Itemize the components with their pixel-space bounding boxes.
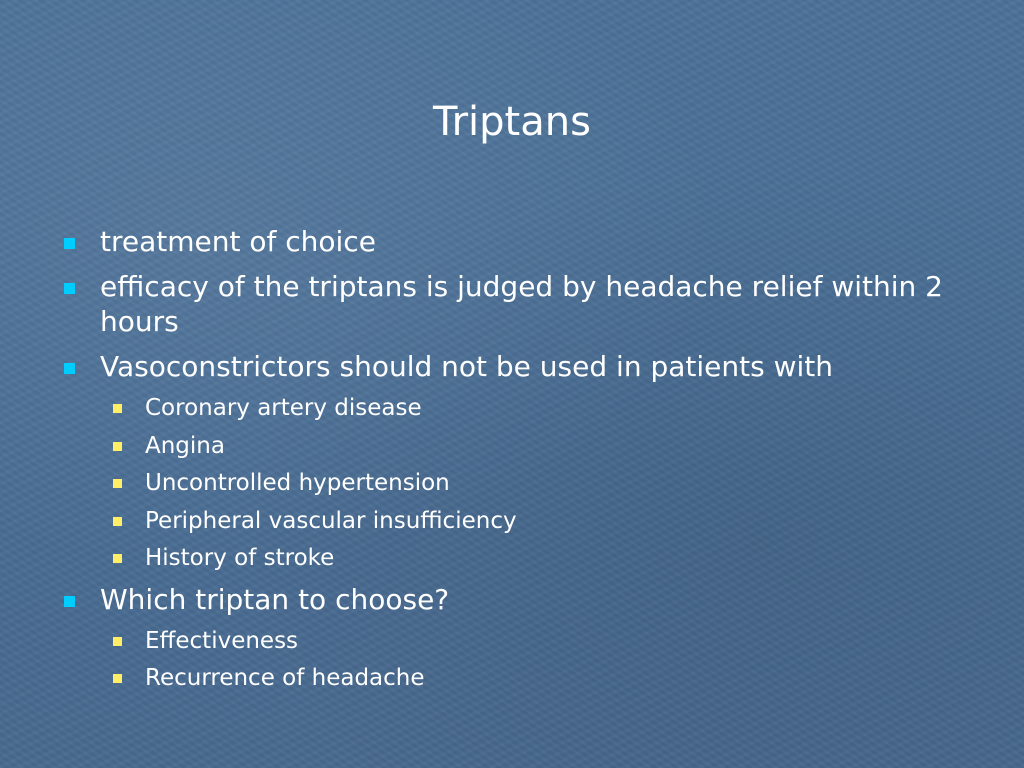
sub-bullet-item	[60, 432, 960, 460]
square-bullet-icon	[113, 674, 122, 683]
square-bullet-icon	[113, 404, 122, 413]
square-bullet-icon	[113, 554, 122, 563]
bullet-item	[60, 349, 960, 384]
sub-bullet-text: Recurrence of headache	[145, 665, 425, 691]
sub-bullet-text: Peripheral vascular insufficiency	[145, 507, 517, 534]
square-bullet-icon	[64, 283, 75, 294]
sub-bullet-item	[60, 664, 960, 692]
bullet-text: treatment of choice	[100, 225, 376, 258]
sub-bullet-text: History of stroke	[145, 545, 335, 571]
square-bullet-icon	[113, 637, 122, 646]
sub-bullet-text: Angina	[145, 432, 225, 459]
square-bullet-icon	[113, 442, 122, 451]
sub-bullet-item	[60, 627, 960, 655]
sub-bullet-text: Coronary artery disease	[145, 395, 422, 421]
sub-bullet-text: Uncontrolled hypertension	[145, 470, 450, 496]
bullet-item	[60, 224, 960, 259]
sub-bullet-text: Effectiveness	[145, 627, 299, 654]
sub-bullet-item	[60, 507, 960, 535]
bullet-item	[60, 269, 960, 339]
square-bullet-icon	[113, 479, 122, 488]
square-bullet-icon	[64, 363, 75, 374]
sub-bullet-item	[60, 394, 960, 422]
square-bullet-icon	[113, 517, 122, 526]
bullet-text: Which triptan to choose?	[100, 582, 450, 616]
square-bullet-icon	[64, 238, 75, 249]
bullet-item	[60, 582, 960, 617]
bullet-text: efficacy of the triptans is judged by headache relief within 2 hours	[100, 270, 943, 338]
bullet-text: Vasoconstrictors should not be used in patients with	[100, 350, 834, 383]
bullet-list	[60, 224, 960, 702]
sub-bullet-item	[60, 469, 960, 497]
sub-bullet-item	[60, 544, 960, 572]
square-bullet-icon	[64, 596, 75, 607]
slide-title: Triptans	[433, 99, 591, 145]
